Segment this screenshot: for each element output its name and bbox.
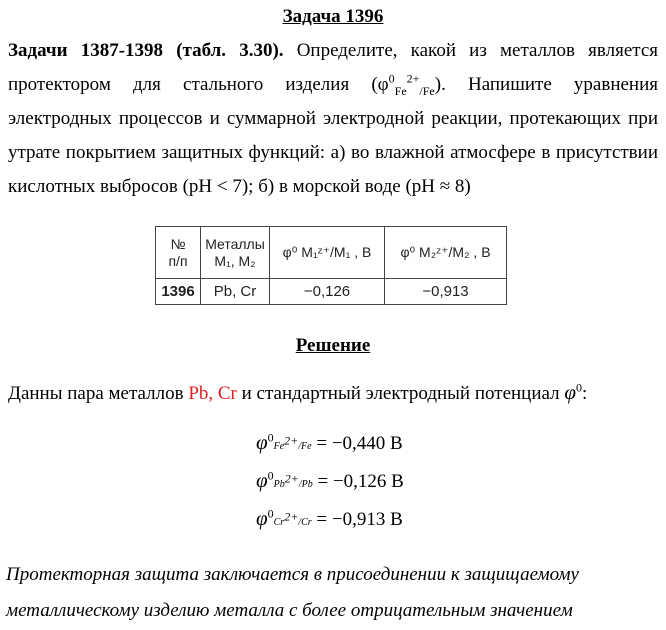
fe-metal: /Fe bbox=[298, 441, 312, 452]
header-metals-bottom: M₁, M₂ bbox=[214, 252, 256, 269]
task-line-2-text-a: протектором для стального изделия (φ bbox=[8, 74, 389, 95]
given-colon: : bbox=[581, 383, 588, 404]
table-header-row bbox=[156, 227, 507, 279]
explanation-line-2: металлическому изделию металла с более отрицательным значением bbox=[6, 600, 573, 621]
explanation-line-1: Протекторная защита заключается в присоединении к защищаемому bbox=[6, 564, 579, 585]
table-row bbox=[156, 279, 507, 305]
metals-table bbox=[155, 226, 507, 305]
fe-value: = −0,440 В bbox=[311, 433, 403, 454]
fe-subscript: Fe bbox=[394, 83, 407, 98]
given-prefix: Данны пара металлов bbox=[8, 383, 189, 404]
task-statement bbox=[8, 34, 658, 204]
cr-ion-charge: 2+ bbox=[284, 509, 299, 524]
pb-value: = −0,126 В bbox=[312, 471, 404, 492]
potential-pb bbox=[256, 468, 404, 493]
phi-sup-pb: 0 bbox=[267, 468, 274, 483]
given-metals: Pb, Cr bbox=[188, 383, 237, 404]
header-number bbox=[156, 227, 201, 279]
fe-metal-subscript: /Fe bbox=[419, 83, 435, 98]
task-line-2-text-b: ). Напишите уравнения bbox=[434, 74, 658, 95]
fe-ion-charge: 2+ bbox=[284, 433, 299, 448]
task-line-4: утрате покрытием защитных функций: а) во влажной атмосфере в присутствии bbox=[8, 142, 658, 163]
cr-value: = −0,913 В bbox=[311, 509, 403, 530]
solution-heading: Решение bbox=[295, 335, 371, 356]
task-line-1-text: Определите, какой из металлов является bbox=[283, 40, 658, 61]
problem-title: Задача 1396 bbox=[282, 6, 384, 27]
pb-ion bbox=[273, 471, 313, 490]
task-line-5: кислотных выбросов (pH < 7); б) в морской воде (pH ≈ 8) bbox=[8, 176, 471, 197]
phi-sup-fe: 0 bbox=[267, 430, 274, 445]
header-metals bbox=[201, 227, 270, 279]
given-suffix: и стандартный электродный потенциал bbox=[236, 383, 565, 404]
potential-fe bbox=[256, 430, 403, 455]
task-line-2 bbox=[8, 68, 658, 102]
phi-superscript: 0 bbox=[388, 71, 395, 86]
task-line-1 bbox=[8, 34, 658, 68]
phi-symbol-cr: φ bbox=[256, 506, 268, 530]
header-number-top: № bbox=[170, 235, 186, 252]
cell-phi1: −0,126 bbox=[270, 279, 385, 305]
phi-symbol-pb: φ bbox=[256, 468, 268, 492]
pb-ion-charge: 2+ bbox=[284, 471, 299, 486]
header-phi2: φ⁰ M₂ᶻ⁺/M₂ , В bbox=[385, 227, 507, 279]
header-number-bottom: п/п bbox=[168, 252, 188, 269]
cr-ion bbox=[273, 509, 312, 528]
phi-symbol-fe: φ bbox=[256, 430, 268, 454]
cr-metal: /Cr bbox=[298, 517, 312, 528]
header-phi1: φ⁰ M₁ᶻ⁺/M₁ , В bbox=[270, 227, 385, 279]
fe-ion bbox=[273, 433, 312, 452]
cell-phi2: −0,913 bbox=[385, 279, 507, 305]
phi-sup-cr: 0 bbox=[267, 506, 274, 521]
cr-ion-name: Cr bbox=[273, 517, 285, 528]
cell-metals: Pb, Cr bbox=[201, 279, 270, 305]
pb-ion-name: Pb bbox=[273, 479, 285, 490]
cell-number: 1396 bbox=[156, 279, 201, 305]
task-line-3: электродных процессов и суммарной электродной реакции, протекающих при bbox=[8, 108, 658, 129]
given-statement bbox=[8, 375, 658, 411]
pb-metal: /Pb bbox=[298, 479, 313, 490]
header-metals-top: Металлы bbox=[205, 235, 265, 252]
phi-superscript-0: 0 bbox=[575, 380, 582, 395]
potential-cr bbox=[256, 506, 403, 531]
fe-ion-name: Fe bbox=[273, 441, 285, 452]
task-reference: Задачи 1387-1398 (табл. 3.30). bbox=[8, 40, 284, 61]
phi-symbol: φ bbox=[564, 380, 576, 404]
fe-charge: 2+ bbox=[406, 71, 420, 86]
